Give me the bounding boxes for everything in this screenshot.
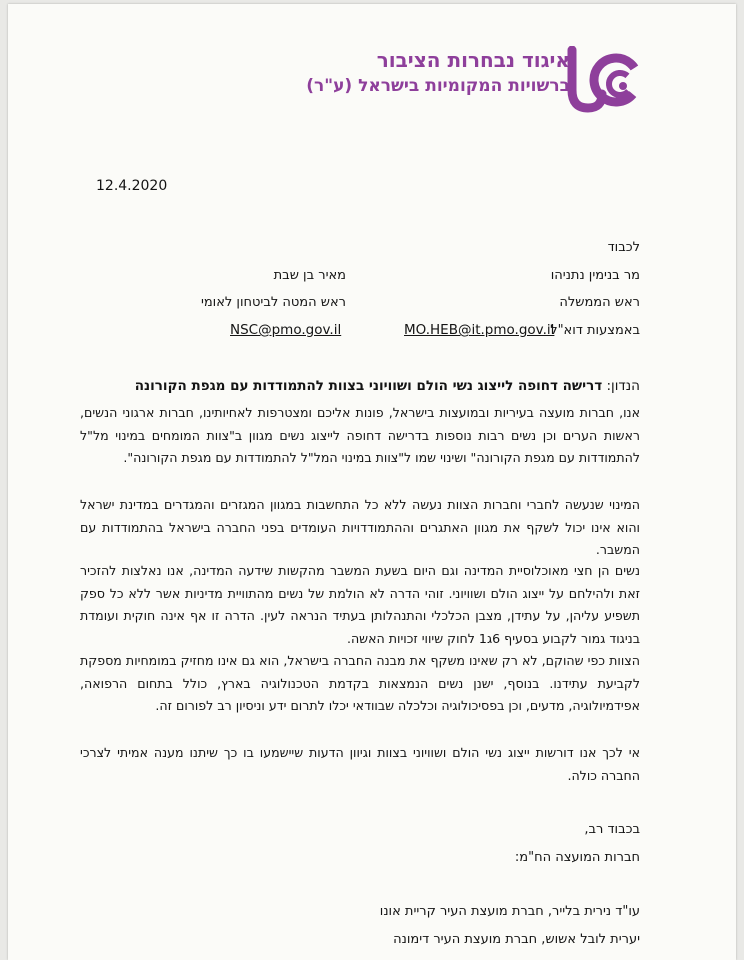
recipient-pm-name: מר בנימין נתניהו [550, 268, 640, 283]
organization-subtitle: ברשויות המקומיות בישראל (ע"ר) [306, 76, 570, 96]
subject-line [80, 378, 640, 394]
closing: בכבוד רב, [584, 822, 640, 837]
body-paragraph-2: המינוי שנעשה לחברי וחברות הצוות נעשה ללא כל התחשבות במגוון המגזרים והמגדרים במדינת ישראל והוא אינו יכול לשקף את מגוון האתגרים וההתמודדויות העומדים בפני החברה בישראל בהתמודדות עם המשבר. [80, 497, 640, 557]
body-paragraph-1: אנו, חברות מועצה בעיריות ובמועצות בישראל, פונות אליכם ומצטרפות לאחיותינו, חברות ארגוני הנשים, ראשות הערים וכן נשים רבות נוספות בדרישה דחופה לייצוג נשים מגוון ב"צוות המומחים במינוי מל"ל להתמודדות עם מגפת הקורונה" ושינוי שמו ל"צוות במינוי המל"ל להתמודדות עם מגפת הקורונה". [80, 405, 640, 465]
union-logo-icon [566, 46, 650, 114]
letter-page [8, 4, 736, 960]
salutation: לכבוד [607, 240, 640, 255]
email-pm[interactable]: MO.HEB@it.pmo.gov.il [404, 322, 555, 338]
body-paragraph-5: אי לכך אנו דורשות ייצוג נשי הולם ושוויוני בצוות וגיוון הדעות שיישמעו בו כך שיתנו מענה אמיתי לצרכי החברה כולה. [80, 745, 640, 783]
letter-date: 12.4.2020 [96, 178, 168, 194]
recipient-nsc-title: ראש המטה לביטחון לאומי [200, 295, 346, 310]
subject-label: הנדון: [606, 378, 640, 394]
subject-text: דרישה דחופה לייצוג נשי הולם ושוויוני בצוות להתמודדות עם מגפת הקורונה [134, 378, 603, 394]
body-paragraph-3: נשים הן חצי מאוכלוסיית המדינה וגם היום בשעת המשבר מהקשות שידעה המדינה, אנו נאלצות להזכיר זאת ולהילחם על ייצוג הולם ושוויוני. זוהי הדרה לא הולמת של נשים מהתוויית מדיניות אשר ללא כל ספק תשפיע עליהן, על עתידן, מצבן הכלכלי והתנהלותן בעתיד הנראה לעין. הדרה זו אף אינה חוקית ועומדת בניגוד גמור לקבוע בסעיף 6ג1 לחוק שיווי זכויות האשה. [80, 563, 640, 646]
signers-heading: חברות המועצה הח"מ: [514, 850, 640, 865]
body-paragraph-4: הצוות כפי שהוקם, לא רק שאינו משקף את מבנה החברה בישראל, הוא גם אינו מחזיק במומחיות מספקת לקביעת עתידנו. בנוסף, ישנן נשים הנמצאות בקדמת הטכנולוגיה בארץ, כולל בתחום הרפואה, אפידמיולוגיה, מדעים, וכן בפסיכולוגיה וכלכלה שבוודאי יכלו לתרום ידע וניסיון רב לפורום זה. [80, 653, 640, 713]
signer-1: עו"ד נירית בלייר, חברת מועצת העיר קריית אונו [379, 904, 640, 919]
recipient-nsc-name: מאיר בן שבת [273, 268, 346, 283]
via-email-label: באמצעות דוא"ל [550, 323, 640, 338]
signer-2: יערית לובל אשוש, חברת מועצת העיר דימונה [393, 932, 640, 947]
recipient-pm-title: ראש הממשלה [559, 295, 640, 310]
email-nsc[interactable]: NSC@pmo.gov.il [230, 322, 342, 338]
organization-name: איגוד נבחרות הציבור [376, 48, 570, 72]
